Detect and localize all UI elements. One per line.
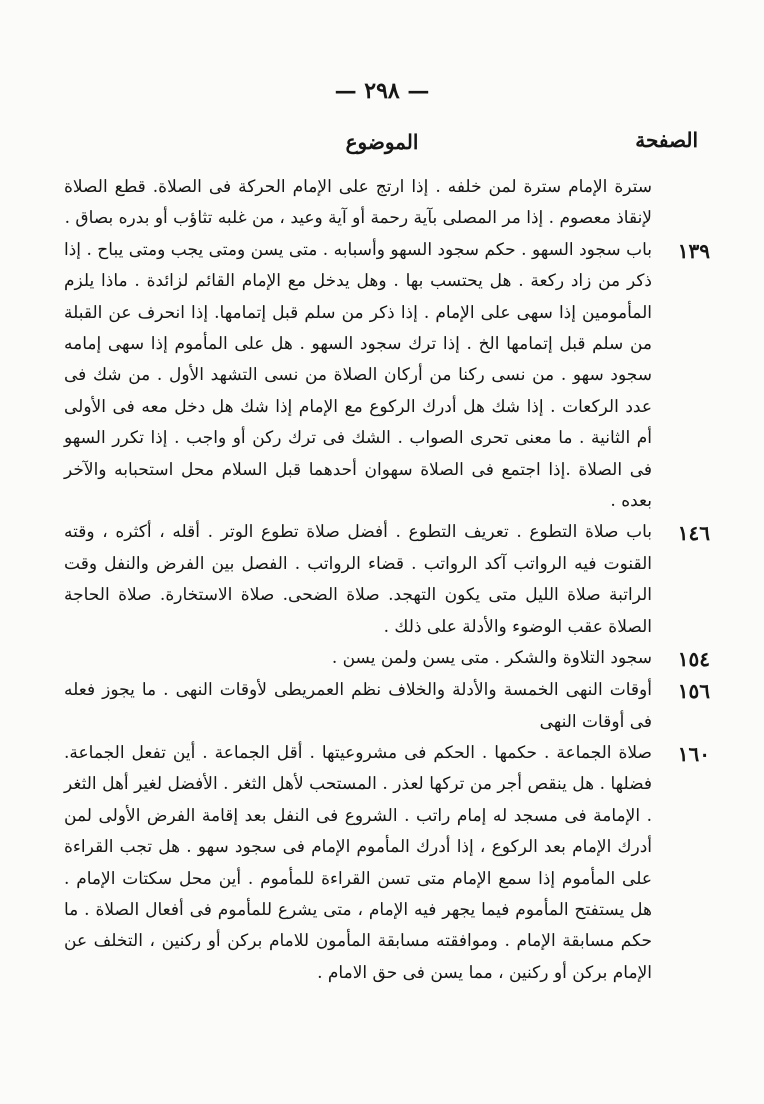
page-column-header: الصفحة [635,128,698,152]
toc-entry-page-number: ١٦٠ [677,741,710,766]
page-number: — ٢٩٨ — [334,78,430,104]
toc-entry-page-number [652,172,710,173]
toc-entry [64,738,710,989]
toc-entry-page-number: ١٣٩ [677,238,710,263]
toc-entry-text: صلاة الجماعة . حكمها . الحكم فى مشروعيتها . أقل الجماعة . أين تفعل الجماعة. فضلها . هل ينقص أجر من تركها لعذر . المستحب لأهل الثغر . الأفضل لغير أهل الثغر . الإمامة فى مسجد له إمام راتب . الشروع فى النفل بعد إقامة الفرض الأولى لمن أدرك الإمام بعد الركوع ، إذا أدرك المأموم الإمام فى سجود سهو . هل تجب القراءة على المأموم إذا سمع الإمام متى تسن القراءة للمأموم . أين محل سكتات الإمام . هل يستفتح المأموم فيما يجهر فيه الإمام ، متى يشرع للمأموم فى أفعال الصلاة . ما حكم مسابقة الإمام . وموافقته مسابقة المأمون للامام بركن أو ركنين ، التخلف عن الإمام بركن أو ركنين ، مما يسن فى حق الامام . [64,742,652,983]
toc-entry [64,643,710,675]
toc-entry-text: باب صلاة التطوع . تعريف التطوع . أفضل صلاة تطوع الوتر . أقله ، أكثره ، وقته القنوت فيه الرواتب آكد الرواتب . قضاء الرواتب . الفصل بين الفرض والنفل وقت الراتبة صلاة الليل متى يكون التهجد. صلاة الضحى. صلاة الاستخارة. صلاة الحاجة الصلاة عقب الوضوء والأدلة على ذلك . [64,522,652,637]
toc-entry [64,675,710,738]
toc-entry-page-number: ١٥٤ [677,647,710,672]
toc-entry-text: أوقات النهى الخمسة والأدلة والخلاف نظم العمريطى لأوقات النهى . ما يجوز فعله فى أوقات النهى [64,680,652,732]
toc-entry-text: سجود التلاوة والشكر . متى يسن ولمن يسن . [331,648,652,669]
toc-entry [64,235,710,518]
toc-entry [64,517,710,643]
toc-entry-text: باب سجود السهو . حكم سجود السهو وأسبابه . متى يسن ومتى يجب ومتى يباح . إذا ذكر من زاد ركعة . هل يحتسب بها . وهل يدخل مع الإمام القائم لزائدة . ماذا يلزم المأمومين إذا سهى على الإمام . إذا ذكر من سلم قبل إتمامها. إذا انحرف عن القبلة من سلم قبل إتمامها الخ . إذا ترك سجود السهو . هل على المأموم إذا سهى إمامه سجود سهو . من نسى ركنا من أركان الصلاة من نسى التشهد الأول . من شك فى عدد الركعات . إذا شك هل أدرك الركوع مع الإمام إذا شك هل دخل معه فى الأولى أم الثانية . ما معنى تحرى الصواب . الشك فى ترك ركن أو واجب . إذا تكرر السهو فى الصلاة .إذا اجتمع فى الصلاة سهوان أحدهما قبل السلام محل استحبابه والآخر بعده . [64,239,652,512]
toc-entry-page-number: ١٤٦ [677,521,710,546]
toc-entry-text: سترة الإمام سترة لمن خلفه . إذا ارتج على الإمام الحركة فى الصلاة. قطع الصلاة لإنقاذ معصوم . إذا مر المصلى بآية رحمة أو آية وعيد ، من غلبه تثاؤب أو بدره بصاق . [64,177,652,229]
topic-column-header: الموضوع [345,130,419,154]
toc-entry-page-number: ١٥٦ [677,679,710,704]
toc-entry [64,172,710,235]
table-of-contents [64,172,710,989]
